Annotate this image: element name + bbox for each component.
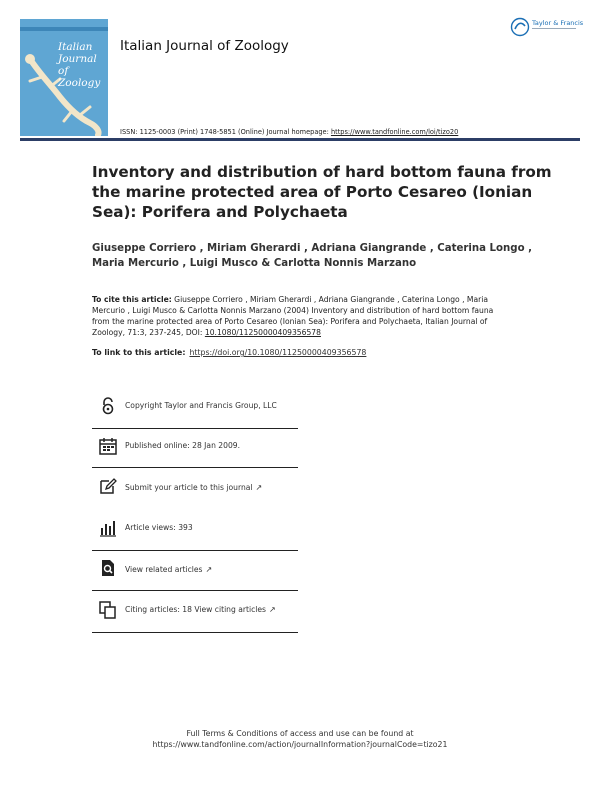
header-divider <box>20 138 580 141</box>
doi-link[interactable]: https://doi.org/10.1080/11250000409356578 <box>189 348 367 357</box>
article-link-line <box>92 348 366 357</box>
footer-terms-link[interactable]: https://www.tandfonline.com/action/journalInformation?journalCode=tizo21 <box>152 740 448 749</box>
cover-title: Italian Journal of Zoology <box>58 41 101 89</box>
publisher-logo-text: Taylor & Francis <box>532 19 584 27</box>
article-title: Inventory and distribution of hard bottom fauna from the marine protected area of Porto Cesareo (Ionian Sea): Porifera and Polychaeta <box>92 163 552 221</box>
citation-label: To cite this article: <box>92 295 172 304</box>
open-access-lock-icon <box>98 396 118 416</box>
bar-chart-icon <box>98 518 118 538</box>
journal-cover <box>20 19 108 136</box>
logo-subline <box>532 28 576 29</box>
divider <box>92 467 298 468</box>
footer-terms: Full Terms & Conditions of access and use can be found at <box>186 729 414 738</box>
submit-row[interactable] <box>92 472 298 510</box>
publisher-logo <box>510 16 582 38</box>
published-date-text: Published online: 28 Jan 2009. <box>125 441 241 450</box>
edit-icon <box>98 476 118 496</box>
citing-row[interactable] <box>92 596 298 634</box>
views-row <box>92 514 298 552</box>
journal-title[interactable]: Italian Journal of Zoology <box>120 38 289 54</box>
published-row <box>92 432 298 470</box>
copyright-row <box>92 392 298 430</box>
divider <box>92 632 298 633</box>
related-row[interactable] <box>92 554 298 592</box>
divider <box>92 590 298 591</box>
divider <box>92 550 298 551</box>
external-link-icon: ↗ <box>269 605 276 614</box>
copyright-text: Copyright Taylor and Francis Group, LLC <box>125 401 277 410</box>
link-label: To link to this article: <box>92 348 186 357</box>
citation-block <box>92 294 512 338</box>
related-articles-link[interactable]: View related articles <box>125 565 203 574</box>
author-list: Giuseppe Corriero , Miriam Gherardi , Adriana Giangrande , Caterina Longo , Maria Mercurio , Luigi Musco & Carlotta Nonnis Marzano <box>92 243 533 269</box>
issn-text: ISSN: 1125-0003 (Print) 1748-5851 (Online) Journal homepage: <box>120 128 331 136</box>
external-link-icon: ↗ <box>255 483 263 492</box>
divider <box>92 428 298 429</box>
journal-homepage-link[interactable]: https://www.tandfonline.com/loi/tizo20 <box>330 128 459 136</box>
submit-article-link[interactable]: Submit your article to this journal <box>125 483 253 492</box>
external-link-icon: ↗ <box>205 565 213 574</box>
publisher-logo-icon <box>510 17 530 37</box>
article-views-text: Article views: 393 <box>125 523 193 532</box>
citation-doi-link[interactable]: 10.1080/11250000409356578 <box>204 328 321 337</box>
calendar-icon <box>98 436 118 456</box>
citation-text: Giuseppe Corriero , Miriam Gherardi , Adriana Giangrande , Caterina Longo , Maria Mercurio , Luigi Musco & Carlotta Nonnis Marzano (2004) Inventory and distribution of hard bottom fauna from the marine protected area of Porto Cesareo (Ionian Sea): Porifera and Polychaeta, Italian Journal of Zoology, 71:3, 237-245, DOI: <box>92 295 494 337</box>
issn-line <box>120 128 458 136</box>
related-articles-icon <box>98 558 118 578</box>
citing-articles-icon <box>98 600 118 620</box>
citing-articles-link[interactable]: Citing articles: 18 View citing articles <box>125 605 266 614</box>
